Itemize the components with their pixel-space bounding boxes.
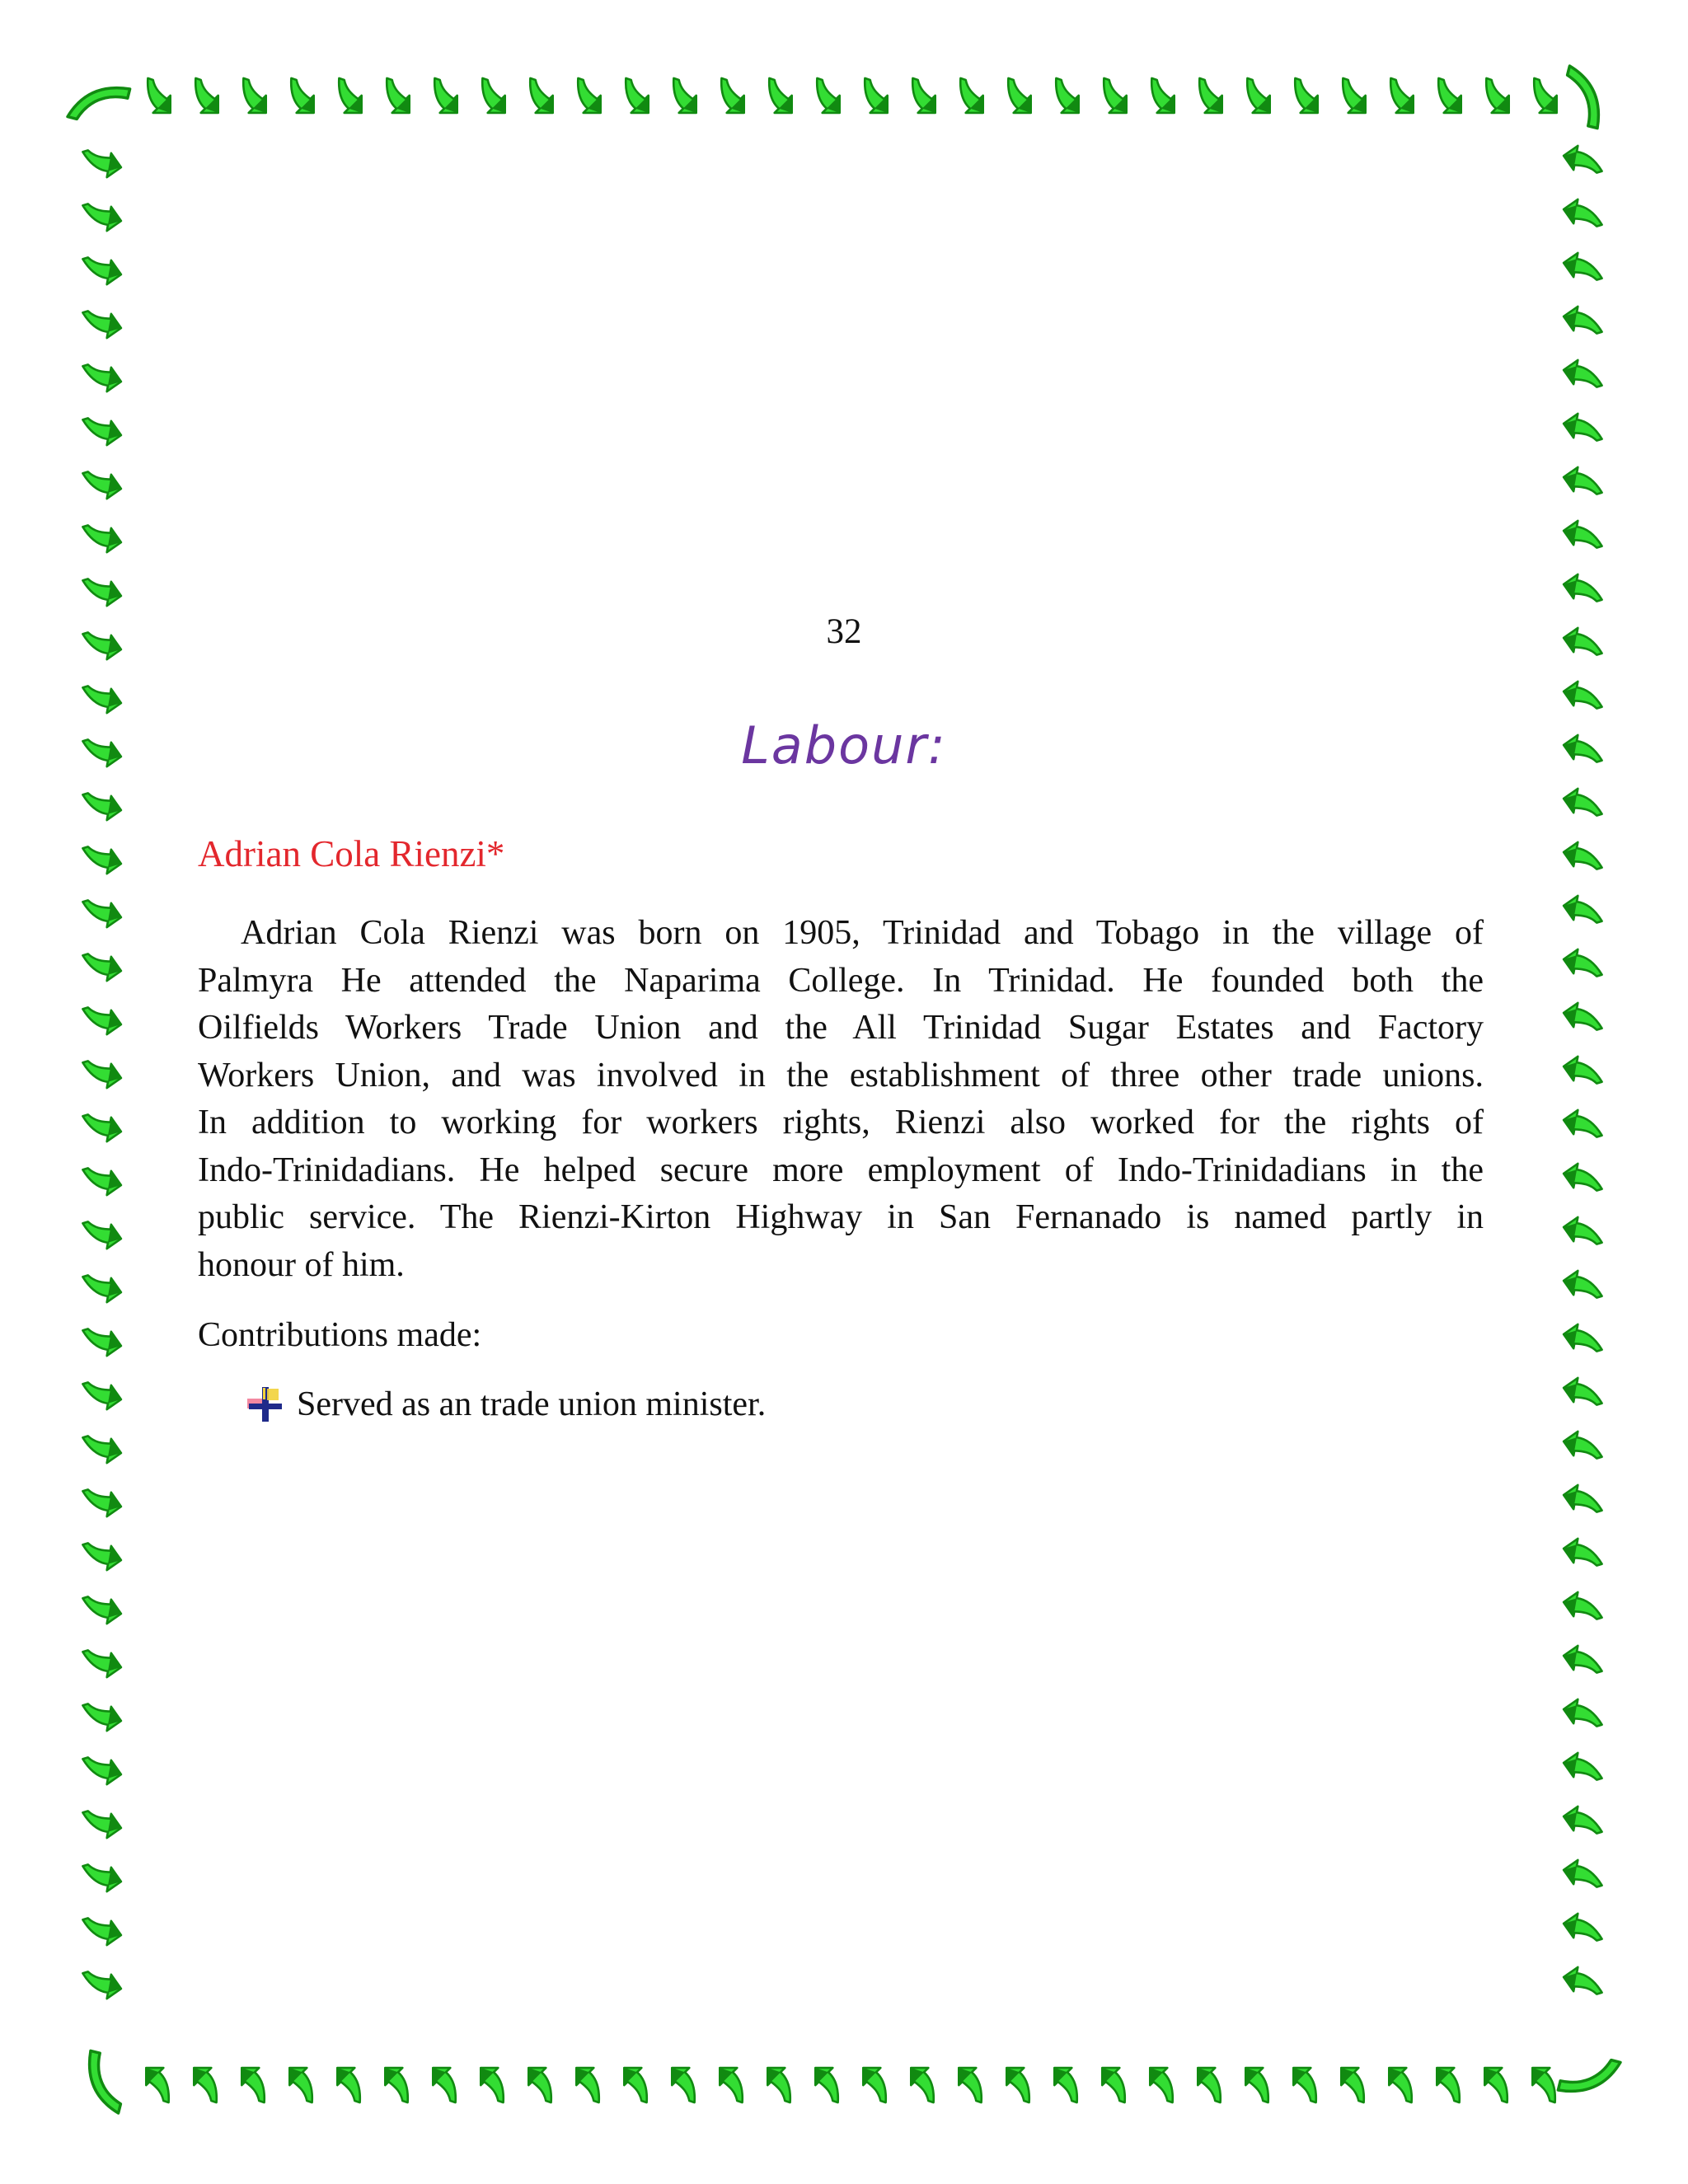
green-arrow-icon bbox=[530, 78, 552, 113]
green-arrow-icon bbox=[385, 2068, 407, 2102]
green-arrow-icon bbox=[673, 78, 696, 113]
green-arrow-icon bbox=[148, 78, 170, 113]
green-arrow-icon bbox=[387, 78, 409, 113]
green-arrow-icon bbox=[82, 836, 121, 877]
green-arrow-icon bbox=[194, 2068, 216, 2102]
green-arrow-icon bbox=[1564, 357, 1602, 398]
green-arrow-icon bbox=[82, 1639, 121, 1680]
green-arrow-icon bbox=[1150, 2068, 1172, 2102]
green-arrow-icon bbox=[82, 1157, 121, 1198]
contribution-list-item bbox=[246, 1385, 766, 1424]
green-arrow-icon bbox=[482, 78, 504, 113]
green-arrow-icon bbox=[82, 943, 121, 984]
green-arrow-icon bbox=[82, 1371, 121, 1413]
green-arrow-icon bbox=[82, 1211, 121, 1252]
green-arrow-icon bbox=[82, 1104, 121, 1145]
green-arrow-icon bbox=[1564, 785, 1602, 827]
green-arrow-icon bbox=[815, 2068, 837, 2102]
green-arrow-icon bbox=[1151, 78, 1174, 113]
green-arrow-icon bbox=[1564, 518, 1602, 559]
green-arrow-icon bbox=[82, 139, 121, 180]
green-arrow-icon bbox=[1564, 1268, 1602, 1309]
green-arrow-icon bbox=[82, 1532, 121, 1573]
green-arrow-icon bbox=[1564, 1375, 1602, 1416]
green-arrow-icon bbox=[672, 2068, 694, 2102]
green-arrow-icon bbox=[1008, 78, 1030, 113]
green-arrow-icon bbox=[1564, 1321, 1602, 1362]
green-arrow-icon bbox=[626, 78, 648, 113]
bio-line: In addition to working for workers rights, Rienzi also worked for the rights of bbox=[198, 1104, 1484, 1141]
green-arrow-icon bbox=[481, 2068, 503, 2102]
green-arrow-icon bbox=[1198, 2068, 1220, 2102]
green-arrow-icon bbox=[1564, 571, 1602, 612]
green-arrow-icon bbox=[1534, 78, 1556, 113]
corner-swoosh-icon bbox=[90, 2050, 121, 2113]
green-arrow-icon bbox=[767, 2068, 790, 2102]
green-arrow-icon bbox=[721, 78, 743, 113]
green-arrow-icon bbox=[82, 996, 121, 1038]
corner-swoosh-icon bbox=[1568, 66, 1599, 129]
green-arrow-icon bbox=[1390, 78, 1413, 113]
green-arrow-icon bbox=[1389, 2068, 1411, 2102]
green-arrow-icon bbox=[1564, 303, 1602, 344]
green-arrow-icon bbox=[1564, 678, 1602, 719]
contributions-heading: Contributions made: bbox=[198, 1316, 482, 1354]
green-arrow-icon bbox=[1564, 1000, 1602, 1041]
green-arrow-icon bbox=[82, 1318, 121, 1359]
green-arrow-icon bbox=[959, 2068, 981, 2102]
green-arrow-icon bbox=[289, 2068, 312, 2102]
green-arrow-icon bbox=[195, 78, 218, 113]
green-arrow-icon bbox=[82, 1746, 121, 1788]
green-arrow-icon bbox=[82, 1050, 121, 1091]
corner-swoosh-icon bbox=[68, 88, 130, 120]
bio-line: Workers Union, and was involved in the establishment of three other trade unions. bbox=[198, 1056, 1484, 1094]
green-arrow-icon bbox=[1564, 1696, 1602, 1737]
green-arrow-icon bbox=[911, 2068, 933, 2102]
green-arrow-icon bbox=[1104, 78, 1126, 113]
green-arrow-icon bbox=[1054, 2068, 1076, 2102]
green-arrow-icon bbox=[1437, 2068, 1459, 2102]
green-arrow-icon bbox=[1564, 464, 1602, 505]
bio-line: public service. The Rienzi-Kirton Highway in San Fernanado is named partly in bbox=[198, 1198, 1484, 1236]
green-arrow-icon bbox=[82, 1264, 121, 1305]
green-arrow-icon bbox=[1056, 78, 1078, 113]
green-arrow-icon bbox=[82, 675, 121, 716]
green-arrow-icon bbox=[1484, 2068, 1507, 2102]
green-arrow-icon bbox=[865, 78, 887, 113]
contribution-text: Served as an trade union minister. bbox=[297, 1385, 767, 1423]
green-arrow-icon bbox=[1532, 2068, 1554, 2102]
green-arrow-icon bbox=[1564, 1535, 1602, 1577]
green-arrow-icon bbox=[1564, 1589, 1602, 1630]
bio-line: Oilfields Workers Trade Union and the All Trinidad Sugar Estates and Factory bbox=[198, 1009, 1484, 1047]
green-arrow-icon bbox=[863, 2068, 885, 2102]
green-arrow-icon bbox=[1438, 78, 1461, 113]
green-arrow-icon bbox=[82, 246, 121, 288]
green-arrow-icon bbox=[1564, 1803, 1602, 1844]
biography-paragraph bbox=[198, 910, 1484, 1289]
green-arrow-icon bbox=[1245, 2068, 1268, 2102]
green-arrow-icon bbox=[82, 193, 121, 234]
bio-line: honour of him. bbox=[198, 1245, 405, 1284]
green-arrow-icon bbox=[1006, 2068, 1029, 2102]
green-arrow-icon bbox=[82, 782, 121, 823]
green-arrow-icon bbox=[243, 78, 265, 113]
green-arrow-icon bbox=[241, 2068, 264, 2102]
green-arrow-icon bbox=[1343, 78, 1365, 113]
green-arrow-icon bbox=[817, 78, 839, 113]
cross-bullet-icon bbox=[246, 1385, 284, 1423]
green-arrow-icon bbox=[82, 407, 121, 448]
person-heading: Adrian Cola Rienzi* bbox=[198, 833, 505, 874]
green-arrow-icon bbox=[291, 78, 313, 113]
green-arrow-icon bbox=[339, 78, 361, 113]
green-arrow-icon bbox=[82, 514, 121, 555]
green-arrow-icon bbox=[1564, 1643, 1602, 1684]
green-arrow-icon bbox=[1564, 1910, 1602, 1952]
green-arrow-icon bbox=[960, 78, 982, 113]
green-arrow-icon bbox=[1293, 2068, 1315, 2102]
corner-swoosh-icon bbox=[1558, 2060, 1620, 2092]
green-arrow-icon bbox=[82, 889, 121, 930]
green-arrow-icon bbox=[578, 78, 600, 113]
green-arrow-icon bbox=[720, 2068, 742, 2102]
green-arrow-icon bbox=[912, 78, 935, 113]
bio-line: Palmyra He attended the Naparima College. In Trinidad. He founded both the bbox=[198, 961, 1484, 1000]
green-arrow-icon bbox=[146, 2068, 168, 2102]
green-arrow-icon bbox=[434, 78, 457, 113]
green-arrow-icon bbox=[1564, 1750, 1602, 1791]
green-arrow-icon bbox=[1199, 78, 1221, 113]
green-arrow-icon bbox=[82, 1586, 121, 1627]
bio-line: Adrian Cola Rienzi was born on 1905, Trinidad and Tobago in the village of bbox=[241, 914, 1484, 952]
green-arrow-icon bbox=[1564, 946, 1602, 987]
green-arrow-icon bbox=[1564, 196, 1602, 237]
green-arrow-icon bbox=[1564, 1214, 1602, 1255]
green-arrow-icon bbox=[1564, 893, 1602, 934]
green-arrow-icon bbox=[1564, 1857, 1602, 1898]
green-arrow-icon bbox=[1247, 78, 1269, 113]
green-arrow-icon bbox=[82, 1479, 121, 1520]
green-arrow-icon bbox=[82, 568, 121, 609]
green-arrow-icon bbox=[1564, 1482, 1602, 1523]
green-arrow-icon bbox=[82, 1425, 121, 1466]
green-arrow-icon bbox=[1341, 2068, 1363, 2102]
green-arrow-icon bbox=[433, 2068, 455, 2102]
section-title: Labour: bbox=[741, 715, 947, 776]
green-arrow-icon bbox=[82, 354, 121, 395]
page-number: 32 bbox=[826, 612, 862, 651]
green-arrow-icon bbox=[82, 1907, 121, 1948]
green-arrow-icon bbox=[337, 2068, 359, 2102]
green-arrow-icon bbox=[1564, 143, 1602, 184]
green-arrow-icon bbox=[82, 461, 121, 502]
green-arrow-icon bbox=[1564, 1964, 1602, 2005]
green-arrow-icon bbox=[1564, 1107, 1602, 1148]
green-arrow-icon bbox=[82, 1854, 121, 1895]
green-arrow-icon bbox=[82, 1693, 121, 1734]
bio-line: Indo-Trinidadians. He helped secure more employment of Indo-Trinidadians in the bbox=[198, 1151, 1484, 1189]
green-arrow-icon bbox=[769, 78, 791, 113]
green-arrow-icon bbox=[1564, 1160, 1602, 1202]
green-arrow-icon bbox=[82, 1800, 121, 1841]
green-arrow-icon bbox=[528, 2068, 551, 2102]
green-arrow-icon bbox=[1564, 1428, 1602, 1469]
green-arrow-icon bbox=[1564, 1053, 1602, 1094]
green-arrow-icon bbox=[1102, 2068, 1124, 2102]
green-arrow-icon bbox=[1486, 78, 1508, 113]
green-arrow-icon bbox=[1564, 410, 1602, 452]
green-arrow-icon bbox=[82, 1961, 121, 2002]
green-arrow-icon bbox=[1564, 250, 1602, 291]
green-arrow-icon bbox=[82, 300, 121, 341]
green-arrow-icon bbox=[576, 2068, 598, 2102]
green-arrow-icon bbox=[1295, 78, 1317, 113]
green-arrow-icon bbox=[1564, 839, 1602, 880]
green-arrow-icon bbox=[624, 2068, 646, 2102]
